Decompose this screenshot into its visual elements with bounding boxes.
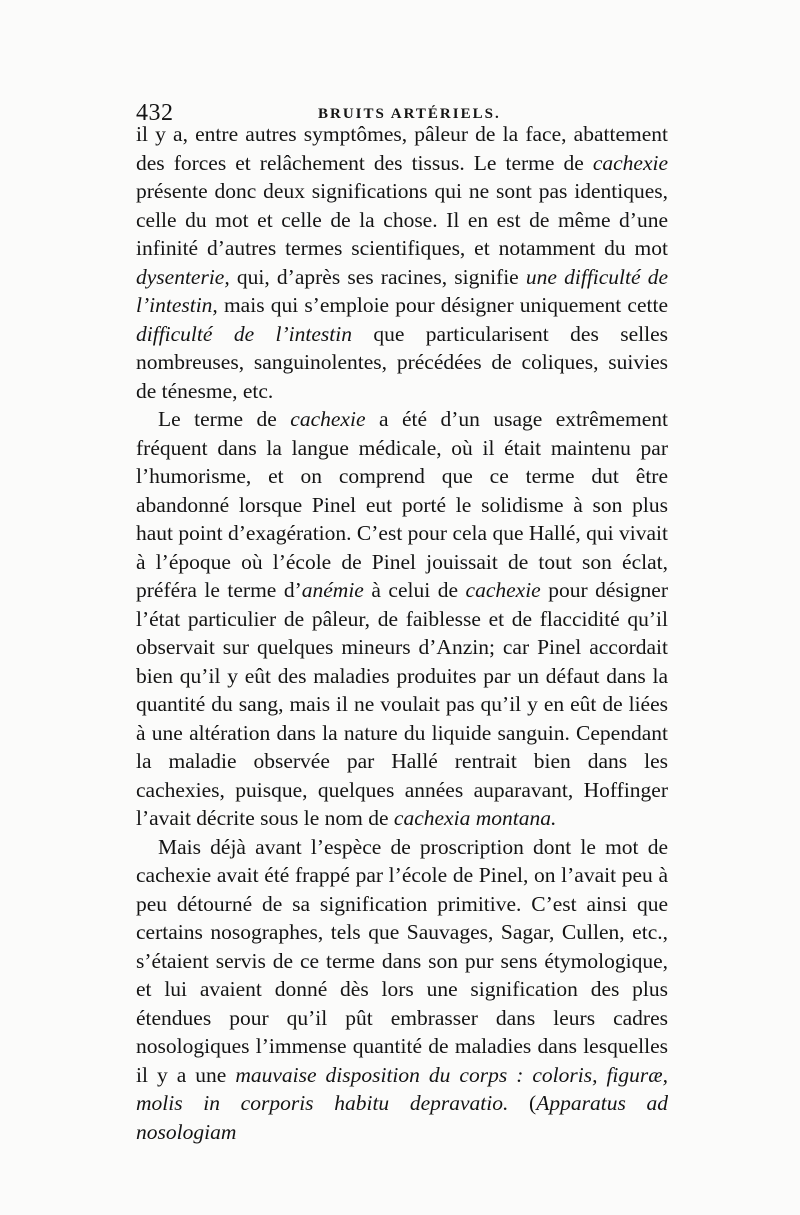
text-run: à celui de xyxy=(363,578,466,602)
page-number: 432 xyxy=(136,100,174,126)
italic-term: mauvaise disposition du corps : coloris, figuræ, molis in corporis habitu depravatio. xyxy=(136,1062,668,1115)
italic-term: cachexie xyxy=(592,150,668,175)
paragraph xyxy=(136,833,668,1147)
text-run: a été d’un usage extrêmement fréquent dans la langue médicale, où il était maintenu par l’humorisme, et on comprend que ce terme dut être abandonné lorsque Pinel eut porté le solidisme à son plus haut point d’exagération. C’est pour cela que Hallé, qui vivait à l’époque où l’école de Pinel jouissait de tout son éclat, préféra le terme d’ xyxy=(136,407,668,602)
text-run: mais qui s’emploie pour désigner uniquement cette xyxy=(217,293,668,317)
italic-term: Apparatus ad nosologiam xyxy=(136,1091,668,1144)
italic-term: dysenterie, xyxy=(136,264,230,289)
italic-term: cachexie xyxy=(290,407,366,431)
text-run: Le terme de xyxy=(158,407,291,431)
running-title: BRUITS ARTÉRIELS. xyxy=(318,106,501,122)
text-run: présente donc deux significations qui ne sont pas identiques, celle du mot et celle de la chose. Il en est de même d’une infinité d’autres termes scientifiques, et notamment du mot xyxy=(136,179,668,260)
text-run: ( xyxy=(508,1091,537,1115)
italic-term: anémie xyxy=(301,578,364,602)
text-run: que particularisent des selles nombreuses, sanguinolentes, précédées de coliques, suivies de ténesme, etc. xyxy=(136,321,668,403)
text-run: il y a, entre autres symptômes, pâleur de la face, abattement des forces et relâchement des tissus. Le terme de xyxy=(136,122,668,175)
italic-term: difficulté de l’intestin xyxy=(136,321,352,346)
text-run: pour désigner l’état particulier de pâleur, de faiblesse et de flaccidité qu’il observait sur quelques mineurs d’Anzin; car Pinel accordait bien qu’il y eût des maladies produites par un défaut dans la quantité du sang, mais il ne voulait pas qu’il y en eût de liées à une altération dans la nature du liquide sanguin. Cependant la maladie observée par Hallé rentrait bien dans les cachexies, puisque, quelques années auparavant, Hoffinger l’avait décrite sous le nom de xyxy=(136,578,668,830)
italic-term: cachexie xyxy=(465,578,541,602)
italic-term: une difficulté de l’intestin, xyxy=(136,264,669,317)
text-run: Mais déjà avant l’espèce de proscription dont le mot de cachexie avait été frappé par l’école de Pinel, on l’avait peu à peu détourné de sa signification primitive. C’est ainsi que certains nosographes, tels que Sauvages, Sagar, Cullen, etc., s’étaient servis de ce terme dans son pur sens étymologique, et lui avaient donné dès lors une signification des plus étendues pour qu’il pût embrasser dans leurs cadres nosologiques l’immense quantité de maladies dans lesquelles il y a une xyxy=(136,834,668,1087)
italic-term: cachexia montana. xyxy=(393,806,557,830)
paragraph xyxy=(136,405,668,833)
paragraph xyxy=(136,120,668,405)
text-run: qui, d’après ses racines, signifie xyxy=(229,264,526,289)
body-text xyxy=(136,120,668,1146)
